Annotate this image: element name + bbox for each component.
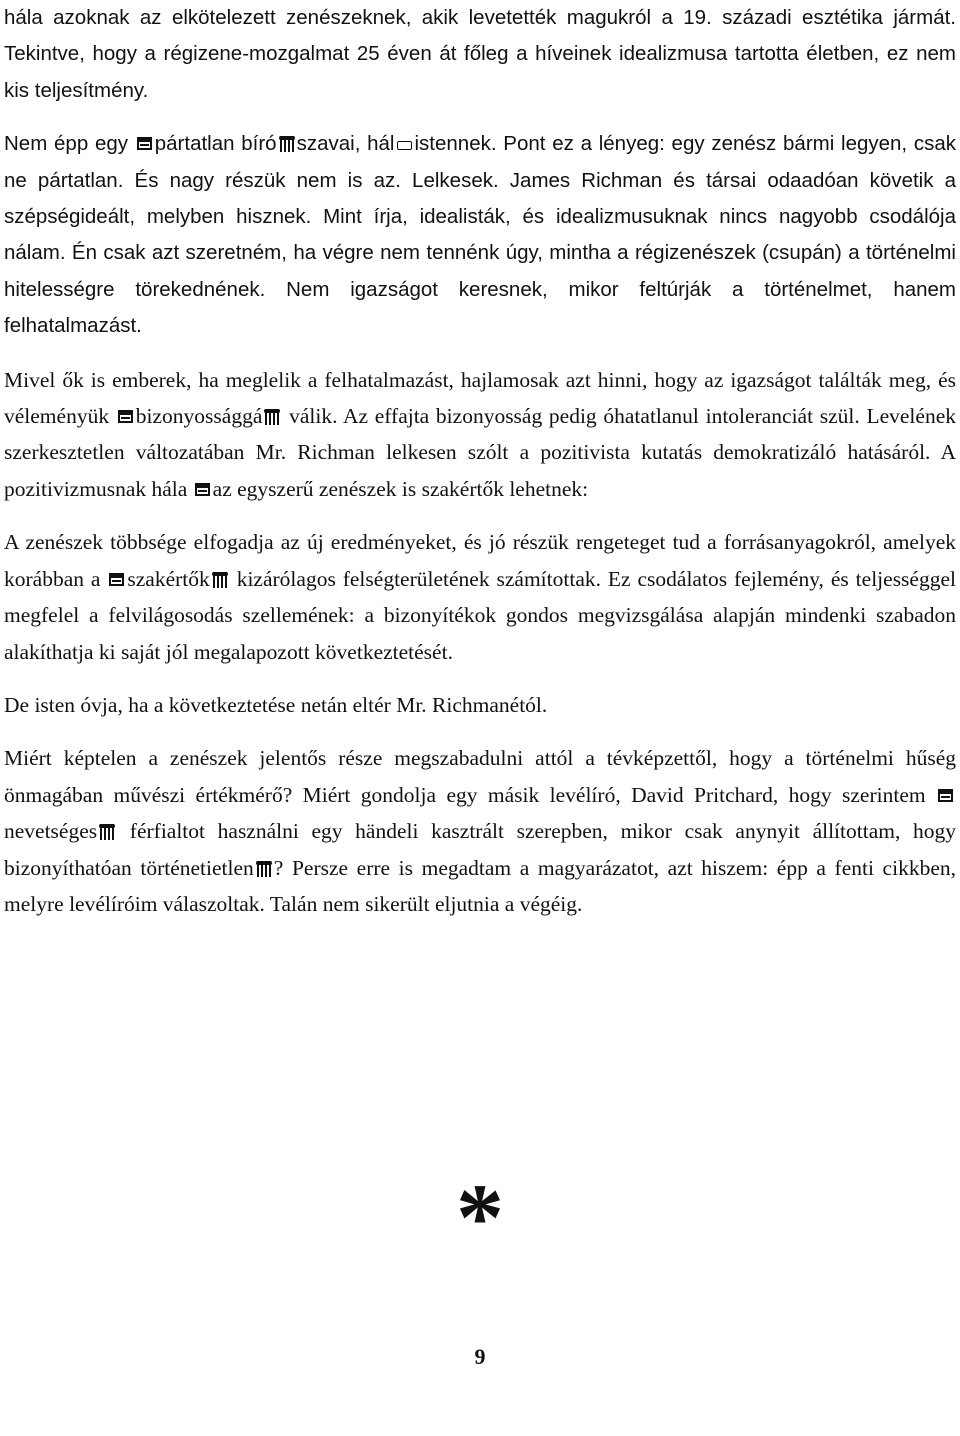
text: De isten óvja, ha a következtetése netán eltér Mr. Richmanétól. — [4, 692, 548, 717]
open-quote-glyph-icon — [108, 571, 126, 589]
paragraph-6 — [4, 740, 956, 922]
text: istennek. Pont ez a lényeg: egy zenész bármi legyen, csak ne pártatlan. És nagy részük nem is az. Lelkesek. James Richman és társai odaadóan követik a szépségideált, melyben hisznek. Mint írja, idealisták, és idealizmusuknak nincs nagyobb csodálója nálam. Én csak azt szeretném, ha végre nem tennénk úgy, mintha a régizenészek (csupán) a történelmi hitelességre törekednének. Nem igazságot keresnek, mikor feltúrják a történelmet, hanem felhatalmazást. — [4, 132, 957, 338]
close-quote-glyph-icon — [263, 408, 281, 426]
text: válik. Az effajta bizonyosság pedig óhatatlanul intoleranciát szül. Levelének szerkesztetlen változatában Mr. Richman lelkesen szólt a pozitivista kutatás demokratizáló hatásáról. A pozitivizmusnak hála — [4, 404, 956, 501]
close-quote-glyph-icon — [211, 571, 229, 589]
text: férfialtot használni egy händeli kasztrált szerepben, mikor csak anynyit állítottam, hogy bizonyíthatóan történetietlen — [4, 819, 956, 880]
text: Nem épp egy — [4, 132, 135, 156]
text: szakértők — [127, 566, 210, 591]
open-quote-glyph-icon — [194, 481, 212, 499]
text: ? Persze erre is megadtam a magyarázatot, azt hiszem: épp a fenti cikkben, melyre levélíróim válaszoltak. Talán nem sikerült eljutnia a végéig. — [4, 855, 956, 916]
open-quote-glyph-icon — [117, 408, 135, 426]
document-page — [4, 0, 956, 922]
close-quote-glyph-icon — [255, 860, 273, 878]
open-quote-glyph-icon — [136, 135, 154, 153]
text: nevetséges — [4, 819, 98, 844]
paragraph-5 — [4, 687, 956, 723]
text: kizárólagos felségterületének számítottak. Ez csodálatos fejlemény, és teljességgel megfelel a felvilágosodás szellemének: a bizonyítékok gondos megvizsgálása alapján mindenki szabadon alakíthatja ki saját jól megalapozott következtetését. — [4, 566, 956, 664]
text: hála azoknak az elkötelezett zenészeknek, akik levetették magukról a 19. századi esztétika jármát. Tekintve, hogy a régizene-mozgalmat 25 éven át főleg a híveinek idealizmusa tartotta életben, ez nem kis teljesítmény. — [4, 6, 956, 102]
paragraph-2 — [4, 126, 956, 344]
paragraph-4 — [4, 524, 956, 670]
text: szavai, hál — [296, 132, 395, 156]
text: az egyszerű zenészek is szakértők lehetnek: — [212, 476, 589, 501]
text: pártatlan bíró — [154, 132, 277, 156]
text: Mivel ők is emberek, ha meglelik a felhatalmazást, hajlamosak azt hinni, hogy az igazságot találták meg, és véleményük — [4, 367, 956, 429]
text: Miért képtelen a zenészek jelentős része megszabadulni attól a tévképzettől, hogy a történelmi hűség önmagában művészi értékmérő? Miért gondolja egy másik levélíró, David Pritchard, hogy szerintem — [4, 746, 956, 807]
section-separator-asterisk: * — [456, 1164, 504, 1271]
missing-char-glyph-icon — [396, 135, 414, 153]
text: bizonyossággá — [135, 404, 263, 429]
paragraph-1 — [4, 0, 956, 109]
page-number: 9 — [474, 1344, 486, 1369]
close-quote-glyph-icon — [98, 823, 116, 841]
text: A zenészek többsége elfogadja az új eredményeket, és jó részük rengeteget tud a forrásanyagokról, amelyek korábban a — [4, 530, 956, 591]
open-quote-glyph-icon — [937, 787, 955, 805]
paragraph-3 — [4, 362, 956, 508]
close-quote-glyph-icon — [278, 135, 296, 153]
